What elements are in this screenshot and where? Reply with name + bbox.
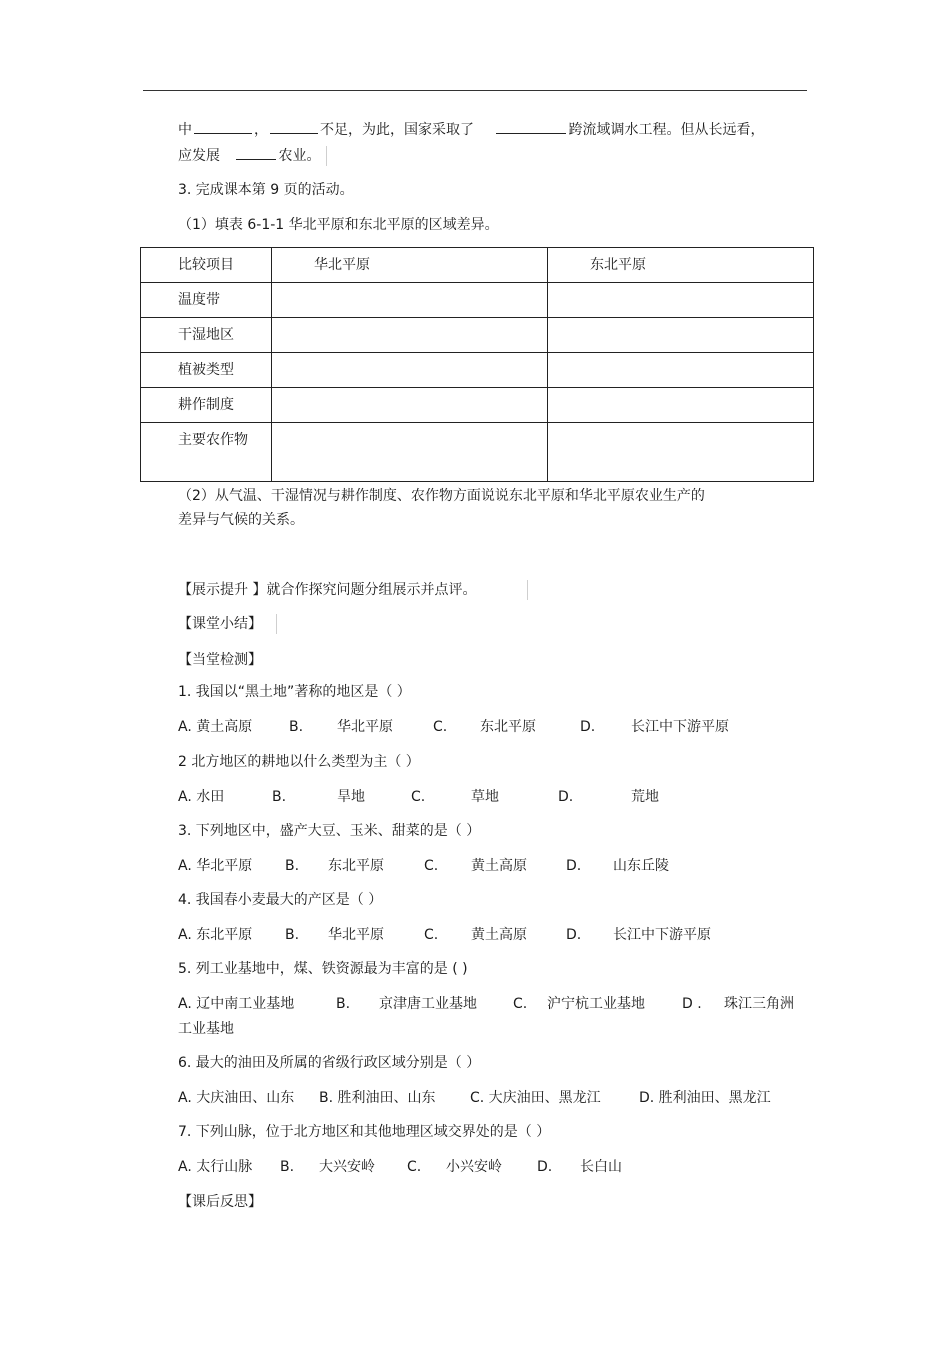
option-a[interactable]: A. 大庆油田、山东 xyxy=(178,1090,295,1106)
option-d[interactable]: 长江中下游平原 xyxy=(613,927,711,943)
table-row-label: 温度带 xyxy=(141,283,272,318)
option-b[interactable]: 华北平原 xyxy=(328,927,384,943)
option-a[interactable]: A. 黄土高原 xyxy=(178,719,253,735)
fill-blank-line-1 xyxy=(178,119,764,140)
table-cell-empty[interactable] xyxy=(272,318,548,353)
option-d-marker[interactable]: D. xyxy=(537,1159,553,1175)
option-c-marker[interactable]: C. xyxy=(411,789,426,805)
text-segment: 不足，为此，国家采取了 xyxy=(320,122,474,138)
blank-3[interactable] xyxy=(496,119,566,134)
option-b[interactable]: 京津唐工业基地 xyxy=(379,996,477,1012)
table-cell-empty[interactable] xyxy=(548,283,814,318)
table-cell-empty[interactable] xyxy=(548,353,814,388)
option-c[interactable]: 黄土高原 xyxy=(471,927,527,943)
text-segment: ， xyxy=(254,122,268,138)
table-row xyxy=(141,318,814,353)
option-d[interactable]: D. 胜利油田、黑龙江 xyxy=(639,1090,771,1106)
option-b-marker[interactable]: B. xyxy=(285,927,300,943)
table-cell-empty[interactable] xyxy=(548,388,814,423)
fill-blank-line-2 xyxy=(178,145,320,166)
table-row-label: 耕作制度 xyxy=(141,388,272,423)
blank-1[interactable] xyxy=(194,119,252,134)
table-row xyxy=(141,423,814,482)
option-c-marker[interactable]: C. xyxy=(424,927,439,943)
option-b[interactable]: B. 胜利油田、山东 xyxy=(319,1090,436,1106)
option-c[interactable]: 黄土高原 xyxy=(471,858,527,874)
table-cell-empty[interactable] xyxy=(548,423,814,482)
table-row xyxy=(141,283,814,318)
option-a[interactable]: A. 太行山脉 xyxy=(178,1159,253,1175)
table-cell-empty[interactable] xyxy=(272,353,548,388)
table-cell-empty[interactable] xyxy=(272,388,548,423)
option-a[interactable]: A. 辽中南工业基地 xyxy=(178,996,295,1012)
table-header-cell: 华北平原 xyxy=(272,248,548,283)
activity-heading: 3. 完成课本第 9 页的活动。 xyxy=(178,182,354,198)
option-d-marker[interactable]: D . xyxy=(682,996,702,1012)
table-row xyxy=(141,353,814,388)
question-2: 2 北方地区的耕地以什么类型为主（ ） xyxy=(178,754,420,770)
option-d[interactable]: 长白山 xyxy=(580,1159,622,1175)
divider xyxy=(527,580,528,600)
section-test: 【当堂检测】 xyxy=(178,652,262,668)
option-d-marker[interactable]: D. xyxy=(580,719,596,735)
option-c-marker[interactable]: C. xyxy=(407,1159,422,1175)
section-showcase: 【展示提升 】就合作探究问题分组展示并点评。 xyxy=(178,582,477,598)
question-5: 5. 列工业基地中，煤、铁资源最为丰富的是 ( ) xyxy=(178,961,468,977)
option-d[interactable]: 荒地 xyxy=(631,789,659,805)
option-b[interactable]: 东北平原 xyxy=(328,858,384,874)
section-reflection: 【课后反思】 xyxy=(178,1194,262,1210)
table-header-row xyxy=(141,248,814,283)
option-b-marker[interactable]: B. xyxy=(272,789,287,805)
divider xyxy=(276,614,277,634)
table-cell-empty[interactable] xyxy=(272,423,548,482)
option-c-marker[interactable]: C. xyxy=(424,858,439,874)
blank-2[interactable] xyxy=(270,119,318,134)
table-cell-empty[interactable] xyxy=(548,318,814,353)
option-d-marker[interactable]: D. xyxy=(566,927,582,943)
option-d[interactable]: 山东丘陵 xyxy=(613,858,669,874)
option-c[interactable]: 小兴安岭 xyxy=(446,1159,502,1175)
option-d[interactable]: 长江中下游平原 xyxy=(631,719,729,735)
text-segment: 中 xyxy=(178,122,192,138)
table-header-cell: 东北平原 xyxy=(548,248,814,283)
option-b-marker[interactable]: B. xyxy=(289,719,304,735)
text-segment: 跨流域调水工程。但从长远看， xyxy=(568,122,765,138)
option-c-marker[interactable]: C. xyxy=(433,719,448,735)
option-c[interactable]: 沪宁杭工业基地 xyxy=(547,996,645,1012)
text-segment: 应发展 xyxy=(178,148,220,164)
option-b[interactable]: 华北平原 xyxy=(337,719,393,735)
table-cell-empty[interactable] xyxy=(272,283,548,318)
activity-subheading-2-cont: 差异与气候的关系。 xyxy=(178,512,304,528)
table-row-label: 干湿地区 xyxy=(141,318,272,353)
blank-4[interactable] xyxy=(236,145,276,160)
option-a[interactable]: A. 水田 xyxy=(178,789,225,805)
option-c[interactable]: 东北平原 xyxy=(480,719,536,735)
table-row xyxy=(141,388,814,423)
option-d[interactable]: 珠江三角洲 xyxy=(724,996,794,1012)
header-rule xyxy=(143,90,807,91)
table-header-cell: 比较项目 xyxy=(141,248,272,283)
activity-subheading-2: （2）从气温、干湿情况与耕作制度、农作物方面说说东北平原和华北平原农业生产的 xyxy=(178,488,705,504)
option-b-marker[interactable]: B. xyxy=(336,996,351,1012)
option-d-marker[interactable]: D. xyxy=(558,789,574,805)
comparison-table xyxy=(140,247,814,482)
activity-subheading-1: （1）填表 6-1-1 华北平原和东北平原的区域差异。 xyxy=(178,217,499,233)
section-summary: 【课堂小结】 xyxy=(178,616,262,632)
question-4: 4. 我国春小麦最大的产区是（ ） xyxy=(178,892,383,908)
option-c[interactable]: C. 大庆油田、黑龙江 xyxy=(470,1090,601,1106)
divider xyxy=(326,146,327,166)
option-a[interactable]: A. 东北平原 xyxy=(178,927,253,943)
text-segment: 农业。 xyxy=(278,148,321,164)
question-7: 7. 下列山脉，位于北方地区和其他地理区域交界处的是（ ） xyxy=(178,1124,551,1140)
option-d-cont: 工业基地 xyxy=(178,1021,234,1037)
table-row-label: 植被类型 xyxy=(141,353,272,388)
option-c[interactable]: 草地 xyxy=(471,789,499,805)
question-1: 1. 我国以“黑土地”著称的地区是（ ） xyxy=(178,684,411,700)
option-b-marker[interactable]: B. xyxy=(285,858,300,874)
option-c-marker[interactable]: C. xyxy=(513,996,528,1012)
table-row-label: 主要农作物 xyxy=(141,423,272,482)
question-3: 3. 下列地区中，盛产大豆、玉米、甜菜的是（ ） xyxy=(178,823,481,839)
question-6: 6. 最大的油田及所属的省级行政区域分别是（ ） xyxy=(178,1055,481,1071)
option-b-marker[interactable]: B. xyxy=(280,1159,295,1175)
option-d-marker[interactable]: D. xyxy=(566,858,582,874)
option-b[interactable]: 旱地 xyxy=(337,789,365,805)
option-b[interactable]: 大兴安岭 xyxy=(319,1159,375,1175)
option-a[interactable]: A. 华北平原 xyxy=(178,858,253,874)
